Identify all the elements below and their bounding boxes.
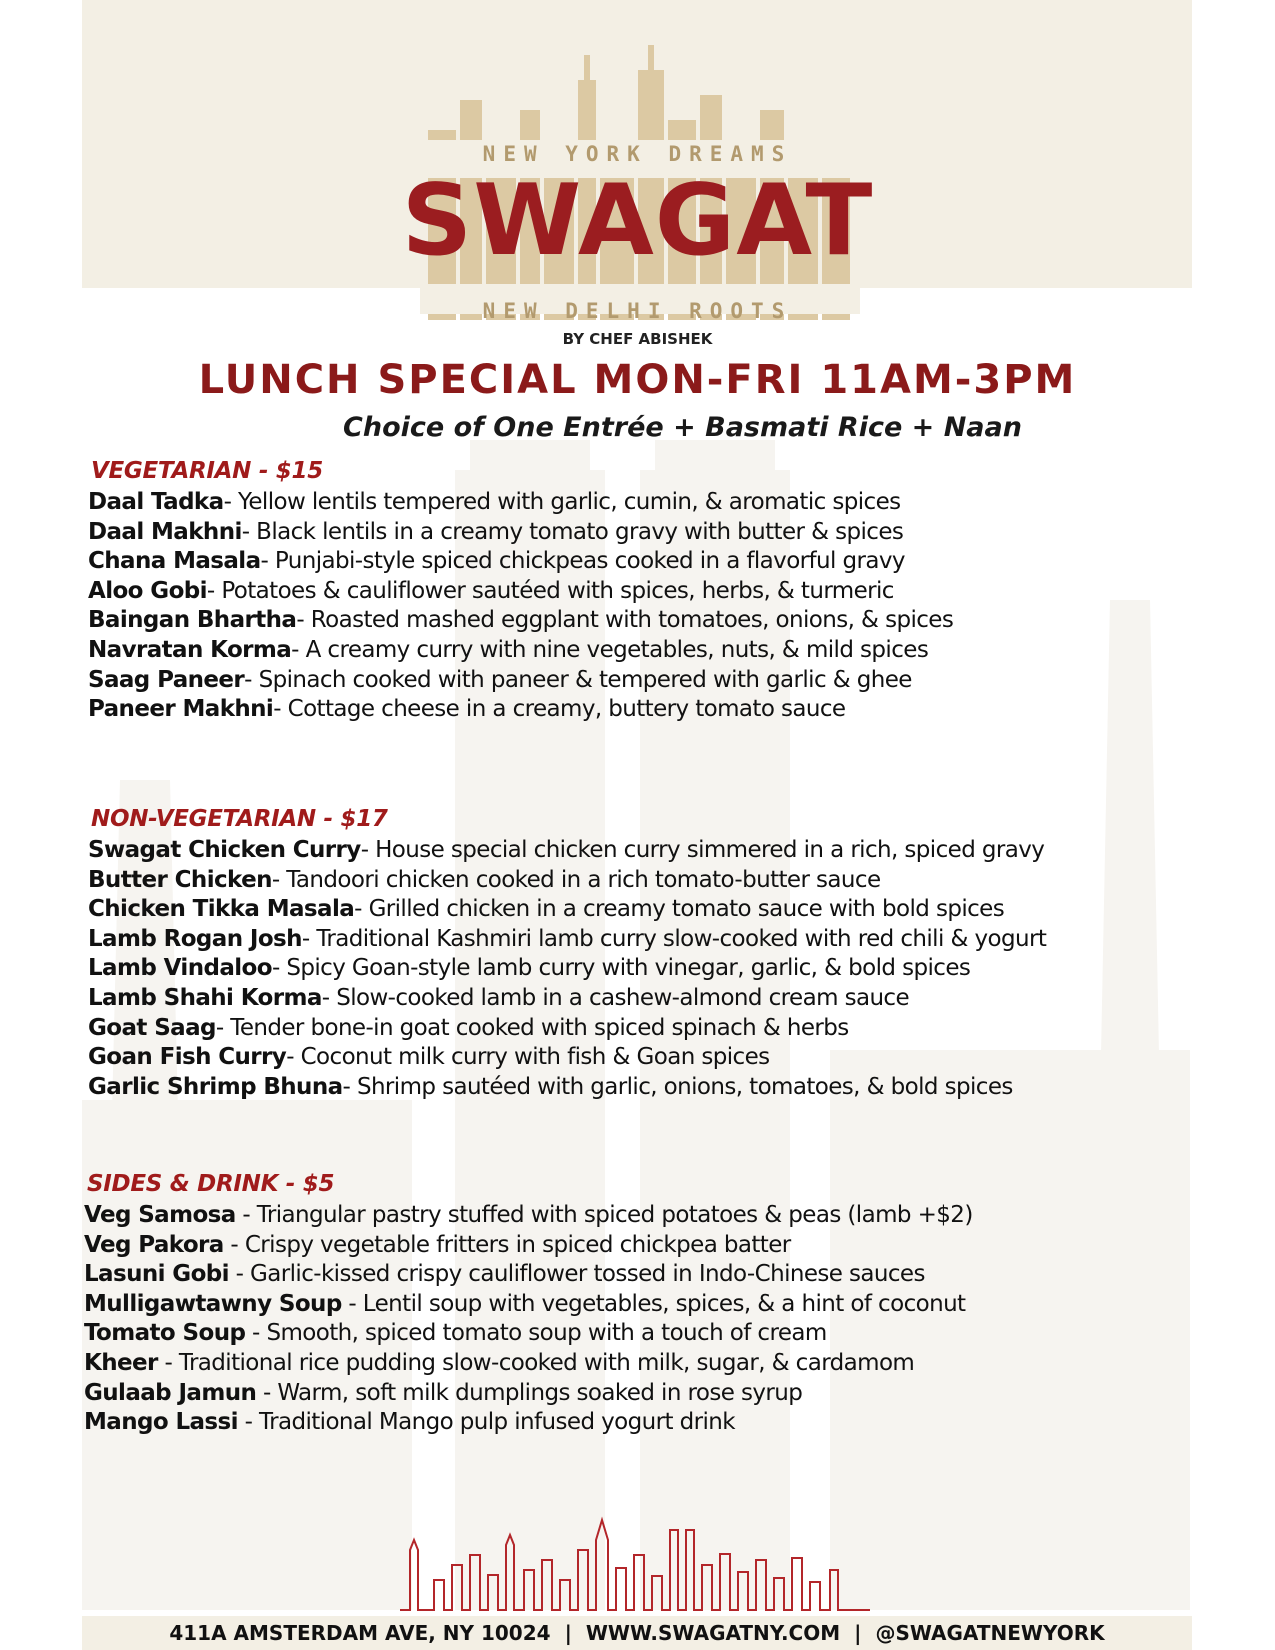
menu-item	[88, 606, 1238, 636]
item-desc: - Yellow lentils tempered with garlic, cumin, & aromatic spices	[223, 489, 901, 515]
item-name: Veg Pakora	[84, 1231, 224, 1258]
item-desc: - Garlic-kissed crispy cauliflower tossed in Indo-Chinese sauces	[228, 1261, 925, 1288]
item-desc: - Grilled chicken in a creamy tomato sauce with bold spices	[354, 896, 1005, 923]
menu-item	[88, 695, 1238, 725]
section-heading: NON-VEGETARIAN - $17	[91, 806, 388, 832]
item-desc: - Warm, soft milk dumplings soaked in rose syrup	[256, 1379, 803, 1406]
section-heading: SIDES & DRINK - $5	[87, 1171, 335, 1197]
footer-social[interactable]: @SWAGATNEWYORK	[875, 1621, 1105, 1645]
item-desc: - Spicy Goan-style lamb curry with vinegar, garlic, & bold spices	[271, 955, 971, 982]
menu-item	[84, 1349, 1234, 1379]
menu-item	[88, 666, 1238, 696]
item-name: Butter Chicken	[88, 866, 272, 893]
item-desc: - Coconut milk curry with fish & Goan spices	[286, 1044, 770, 1071]
footer-separator: |	[564, 1621, 572, 1645]
footer-separator: |	[854, 1621, 862, 1645]
menu-item	[84, 1290, 1234, 1320]
item-desc: - Lentil soup with vegetables, spices, & a hint of coconut	[341, 1290, 966, 1317]
menu-item	[84, 1319, 1234, 1349]
item-name: Aloo Gobi	[88, 577, 207, 604]
item-desc: - Spinach cooked with paneer & tempered with garlic & ghee	[244, 666, 912, 693]
item-name: Daal Makhni	[88, 518, 242, 545]
item-name: Lamb Vindaloo	[88, 955, 272, 982]
item-desc: - Traditional Kashmiri lamb curry slow-cooked with red chili & yogurt	[301, 925, 1047, 952]
lunch-special-subtitle: Choice of One Entrée + Basmati Rice + Naan	[343, 412, 1022, 443]
footer-address: 411A AMSTERDAM AVE, NY 10024	[169, 1621, 551, 1645]
item-desc: - Slow-cooked lamb in a cashew-almond cream sauce	[321, 984, 910, 1011]
item-desc: - Traditional Mango pulp infused yogurt drink	[237, 1409, 735, 1436]
item-name: Gulaab Jamun	[84, 1379, 257, 1406]
item-desc: - Crispy vegetable fritters in spiced chickpea batter	[223, 1231, 791, 1258]
menu-item	[88, 984, 1238, 1014]
menu-item	[88, 547, 1238, 577]
item-name: Lasuni Gobi	[84, 1261, 229, 1288]
item-name: Baingan Bhartha	[88, 607, 297, 634]
item-name: Mango Lassi	[84, 1409, 238, 1436]
menu-item	[88, 895, 1238, 925]
menu-item	[88, 488, 1238, 518]
menu-item	[88, 836, 1238, 866]
item-name: Garlic Shrimp Bhuna	[88, 1073, 343, 1100]
item-name: Lamb Rogan Josh	[88, 925, 302, 952]
item-name: Navratan Korma	[88, 636, 292, 663]
item-desc: - Shrimp sautéed with garlic, onions, tomatoes, & bold spices	[342, 1073, 1013, 1100]
item-desc: - Black lentils in a creamy tomato gravy with butter & spices	[241, 518, 904, 545]
menu-item	[84, 1231, 1234, 1261]
item-name: Goat Saag	[88, 1014, 216, 1041]
item-name: Swagat Chicken Curry	[88, 837, 361, 863]
item-name: Chicken Tikka Masala	[88, 896, 355, 923]
menu-item	[84, 1260, 1234, 1290]
item-desc: - Tender bone-in goat cooked with spiced spinach & herbs	[215, 1014, 849, 1041]
menu-item	[84, 1408, 1234, 1438]
item-desc: - Cottage cheese in a creamy, buttery tomato sauce	[273, 696, 846, 723]
lunch-special-title: LUNCH SPECIAL MON-FRI 11AM-3PM	[198, 357, 1077, 403]
menu-item	[88, 925, 1238, 955]
item-desc: - Triangular pastry stuffed with spiced potatoes & peas (lamb +$2)	[235, 1202, 973, 1228]
menu-item	[84, 1379, 1234, 1409]
section-non-vegetarian	[88, 806, 1238, 1102]
item-name: Mulligawtawny Soup	[84, 1290, 342, 1317]
chef-credit: BY CHEF ABISHEK	[562, 330, 713, 348]
item-name: Veg Samosa	[84, 1202, 236, 1228]
menu-item	[88, 1073, 1238, 1103]
menu-item	[88, 954, 1238, 984]
item-desc: - Potatoes & cauliflower sautéed with spices, herbs, & turmeric	[206, 577, 894, 604]
tagline-bottom: NEW DELHI ROOTS	[482, 299, 793, 323]
item-name: Chana Masala	[88, 548, 261, 575]
item-desc: - Punjabi-style spiced chickpeas cooked in a flavorful gravy	[260, 548, 905, 575]
item-desc: - House special chicken curry simmered in a rich, spiced gravy	[360, 837, 1045, 863]
footer-website[interactable]: WWW.SWAGATNY.COM	[585, 1621, 841, 1645]
item-name: Paneer Makhni	[88, 696, 274, 723]
menu-item	[88, 1014, 1238, 1044]
item-name: Lamb Shahi Korma	[88, 984, 322, 1011]
menu-item	[88, 636, 1238, 666]
item-desc: - Smooth, spiced tomato soup with a touch of cream	[245, 1320, 827, 1347]
menu-item	[88, 577, 1238, 607]
item-desc: - Traditional rice pudding slow-cooked with milk, sugar, & cardamom	[157, 1349, 915, 1376]
section-vegetarian	[88, 458, 1238, 725]
item-name: Tomato Soup	[84, 1320, 246, 1347]
menu-item	[88, 518, 1238, 548]
menu-item	[88, 866, 1238, 896]
item-desc: - A creamy curry with nine vegetables, nuts, & mild spices	[291, 636, 929, 663]
item-name: Kheer	[84, 1349, 158, 1376]
item-desc: - Tandoori chicken cooked in a rich tomato-butter sauce	[271, 866, 881, 893]
section-sides-drink	[84, 1171, 1234, 1438]
menu-item	[88, 1043, 1238, 1073]
section-heading: VEGETARIAN - $15	[91, 458, 323, 484]
footer-bar	[82, 1616, 1192, 1650]
item-desc: - Roasted mashed eggplant with tomatoes, onions, & spices	[296, 607, 954, 634]
restaurant-name: SWAGAT	[401, 164, 874, 278]
item-name: Daal Tadka	[88, 489, 224, 515]
item-name: Saag Paneer	[88, 666, 245, 693]
skyline-outline-icon	[400, 1510, 870, 1615]
item-name: Goan Fish Curry	[88, 1044, 287, 1071]
tagline-top: NEW YORK DREAMS	[482, 142, 793, 166]
menu-item	[84, 1201, 1234, 1231]
